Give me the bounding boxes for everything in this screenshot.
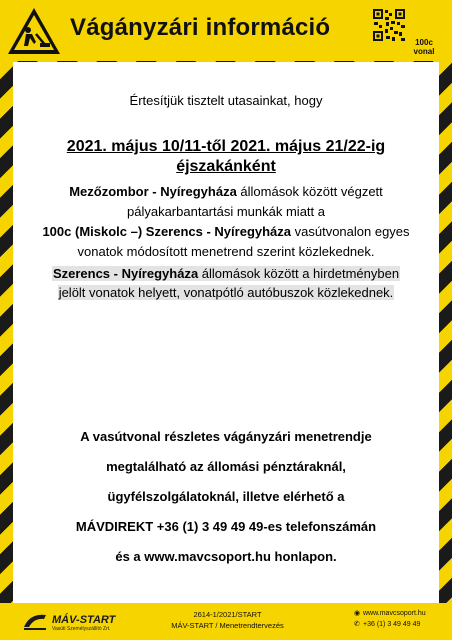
date-range: 2021. május 10/11-től 2021. május 21/22-ig xyxy=(66,138,386,155)
contact-info xyxy=(354,608,426,630)
works-paragraph: Mezőzombor - Nyíregyháza állomások között végzett pályakarbantartási munkák miatt a 100c (Miskolc –) Szerencs - Nyíregyháza vasútvonalon egyes vonatok módosított menetrend szerint közlekednek. xyxy=(42,184,410,259)
phone-number[interactable]: ✆ +36 (1) 3 49 49 49 xyxy=(354,621,421,628)
timetable-info xyxy=(13,422,439,572)
notice-header xyxy=(0,0,452,61)
info-line: ügyfélszolgálatoknál, illetve elérhető a xyxy=(107,489,345,504)
info-line: megtalálható az állomási pénztáraknál, xyxy=(106,459,346,474)
page-title: Vágányzári információ xyxy=(70,14,331,41)
qr-code-icon[interactable] xyxy=(372,8,406,42)
info-line: A vasútvonal részletes vágányzári menetrendje xyxy=(80,429,372,444)
intro-text: Értesítjük tisztelt utasainkat, hogy xyxy=(129,93,323,108)
construction-warning-icon xyxy=(6,6,62,56)
info-line: és a www.mavcsoport.hu honlapon. xyxy=(115,549,337,564)
phone-icon: ✆ xyxy=(354,621,360,628)
train-logo-icon xyxy=(22,609,48,633)
mav-start-logo: MÁV-START Vasúti Személyszállító Zrt. xyxy=(22,609,132,633)
date-frequency: éjszakánként xyxy=(176,158,276,175)
route-label: 100c vonal xyxy=(413,38,435,56)
bus-replacement-paragraph: Szerencs - Nyíregyháza állomások között a hirdetményben jelölt vonatok helyett, vonatpótló autóbuszok közlekednek. xyxy=(52,266,400,300)
website-link[interactable]: ◉ www.mavcsoport.hu xyxy=(354,610,426,617)
globe-icon: ◉ xyxy=(354,610,361,617)
info-line: MÁVDIREKT +36 (1) 3 49 49 49-es telefonszámán xyxy=(75,519,377,534)
notice-footer xyxy=(0,603,452,640)
document-reference: 2614-1/2021/START MÁV-START / Menetrendtervezés xyxy=(171,610,284,630)
